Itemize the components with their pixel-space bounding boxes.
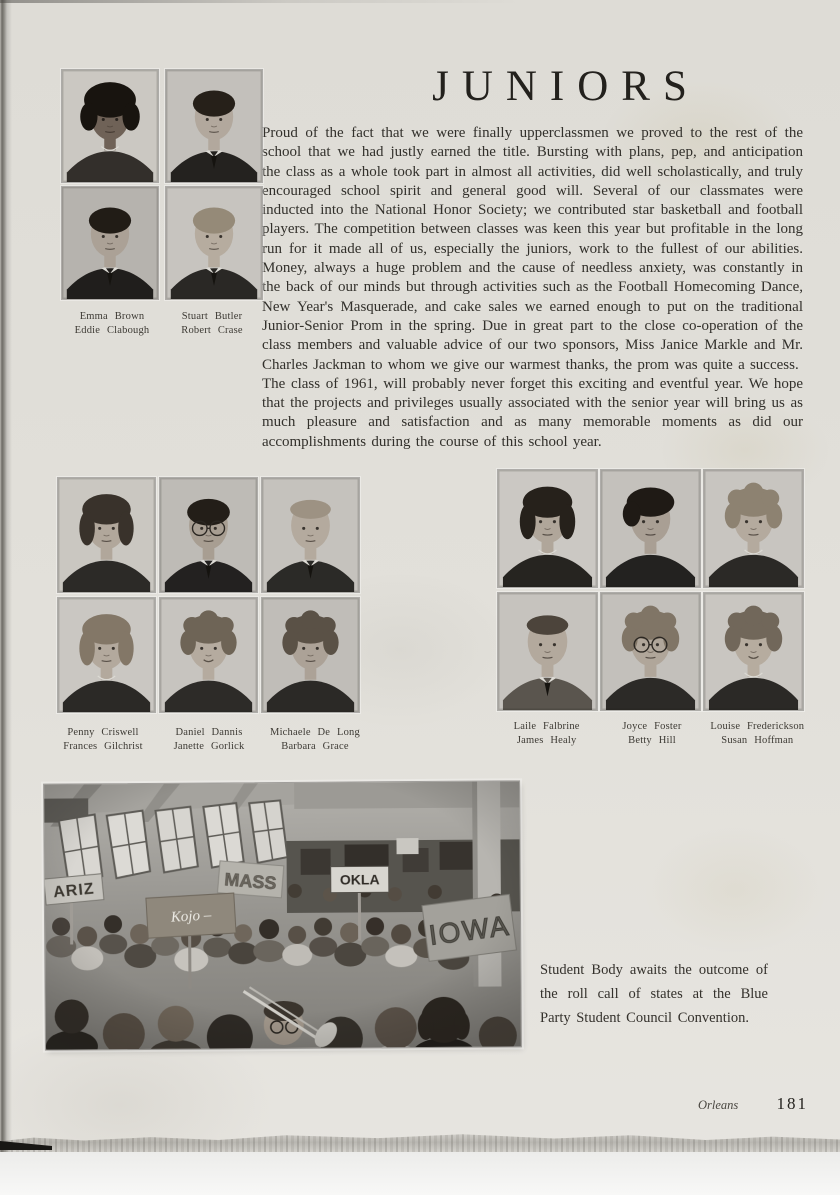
photo-caption xyxy=(262,726,368,754)
caption-name: Stuart Butler xyxy=(181,311,243,322)
page-bottom-edge xyxy=(0,1128,840,1152)
portrait-photo-betty-hill xyxy=(601,593,700,710)
portrait-photo-michaele-de-long xyxy=(262,478,359,592)
portrait-illustration xyxy=(262,598,359,712)
portrait-photo-louise-frederickson xyxy=(704,470,803,587)
page-top-shadow xyxy=(0,0,521,3)
intro-paragraph-2: The class of 1961, will probably never forget this exciting and eventful year. We hope that the projects and privileges usually associated with the senior year will bring us as much pleasure and satisfaction and as many memorable moments as did our accomplishments during the course of this school year. xyxy=(262,375,803,450)
portrait-illustration xyxy=(601,470,700,587)
caption-name: Daniel Dannis xyxy=(175,727,243,738)
portrait-photo-janette-gorlick xyxy=(160,598,257,712)
crowd-photo-illustration xyxy=(44,781,521,1049)
portrait-illustration xyxy=(601,593,700,710)
portrait-photo-robert-crase xyxy=(166,187,262,299)
portrait-photo-joyce-foster xyxy=(601,470,700,587)
caption-name: Laile Falbrine xyxy=(513,721,580,732)
caption-row-middle-left xyxy=(50,726,368,754)
caption-name: Eddie Clabough xyxy=(74,325,150,336)
portrait-photo-barbara-grace xyxy=(262,598,359,712)
portrait-illustration xyxy=(704,470,803,587)
portrait-photo-laile-falbrine xyxy=(498,470,597,587)
caption-name: Susan Hoffman xyxy=(721,735,794,746)
scan-background xyxy=(0,1152,840,1195)
portrait-photo-emma-brown xyxy=(62,70,158,182)
caption-name: Michaele De Long xyxy=(270,727,360,738)
portrait-photo-susan-hoffman xyxy=(704,593,803,710)
portrait-illustration xyxy=(262,478,359,592)
portrait-group-middle-left xyxy=(58,478,359,712)
photo-caption xyxy=(599,720,704,748)
page-footer xyxy=(698,1094,808,1114)
page-title: JUNIORS xyxy=(432,63,700,110)
portrait-photo-daniel-dannis xyxy=(160,478,257,592)
caption-name: Janette Gorlick xyxy=(173,741,245,752)
photo-caption xyxy=(162,310,262,338)
portrait-illustration xyxy=(160,598,257,712)
portrait-group-right xyxy=(498,470,803,710)
book-title: Orleans xyxy=(698,1098,739,1112)
portrait-illustration xyxy=(62,70,158,182)
caption-name: Emma Brown xyxy=(79,311,145,322)
portrait-illustration xyxy=(160,478,257,592)
portrait-illustration xyxy=(166,70,262,182)
photo-caption xyxy=(50,726,156,754)
caption-row-right xyxy=(494,720,810,748)
caption-name: Joyce Foster xyxy=(622,721,682,732)
photo-caption xyxy=(156,726,262,754)
caption-name: Frances Gilchrist xyxy=(63,741,143,752)
portrait-photo-frances-gilchrist xyxy=(58,598,155,712)
portrait-illustration xyxy=(58,478,155,592)
caption-row-top-left xyxy=(62,310,262,338)
caption-name: Penny Criswell xyxy=(67,727,139,738)
portrait-photo-stuart-butler xyxy=(166,70,262,182)
intro-text xyxy=(262,124,803,452)
caption-name: Louise Frederickson xyxy=(710,721,805,732)
caption-name: James Healy xyxy=(516,735,577,746)
portrait-photo-james-healy xyxy=(498,593,597,710)
portrait-illustration xyxy=(58,598,155,712)
portrait-photo-penny-criswell xyxy=(58,478,155,592)
photo-caption xyxy=(705,720,810,748)
portrait-illustration xyxy=(498,470,597,587)
portrait-illustration xyxy=(498,593,597,710)
crowd-photo-caption: Student Body awaits the outcome of the roll call of states at the Blue Party Student Council Convention. xyxy=(540,962,768,1026)
portrait-illustration xyxy=(704,593,803,710)
photo-vignette xyxy=(44,781,521,1049)
photo-caption xyxy=(62,310,162,338)
photo-caption xyxy=(494,720,599,748)
portrait-illustration xyxy=(166,187,262,299)
caption-name: Robert Crase xyxy=(181,325,243,336)
intro-paragraph-1: Proud of the fact that we were finally upperclassmen we proved to the rest of the school that we had justly earned the title. Bursting with plans, pep, and anticipation the class as a whole took part in almost all activities, did well scholastically, and truly encouraged school spirit and general good will. Several of our classmates were inducted into the National Honor Society; we contributed star basketball and football players. The competition between classes was keen this year but profitable in the long run for it made all of us, especially the juniors, work to the fullest of our abilities. Money, always a huge problem and the cause of needless anxiety, was constantly in the back of our minds but through activities such as the Football Homecoming Dance, New Year's Masquerade, and cake sales we earned enough to put on the traditional Junior-Senior Prom in the spring. Due in great part to the close co-operation of the class members and valuable advice of our two sponsors, Miss Janice Markle and Mr. Charles Jackman to whom we give our warmest thanks, the prom was quite a success. xyxy=(262,125,803,373)
caption-name: Betty Hill xyxy=(628,735,676,746)
portrait-group-top-left xyxy=(62,70,262,299)
crowd-photo xyxy=(44,781,521,1049)
caption-name: Barbara Grace xyxy=(281,741,349,752)
page-number: 181 xyxy=(776,1094,808,1113)
binding-edge xyxy=(0,0,12,1195)
portrait-photo-eddie-clabough xyxy=(62,187,158,299)
portrait-illustration xyxy=(62,187,158,299)
